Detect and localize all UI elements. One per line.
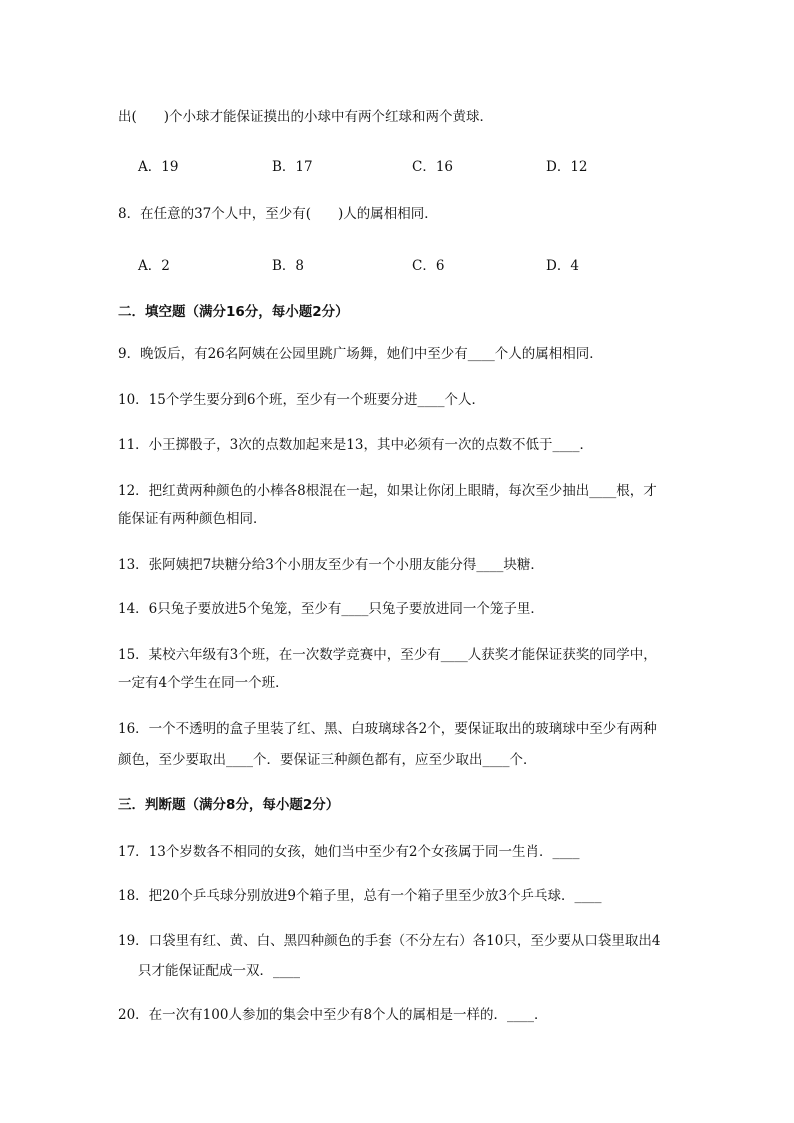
q8-option-b: B．8 [272, 258, 305, 274]
question-16-line-1: 16．一个不透明的盒子里装了红、黑、白玻璃球各2个，要保证取出的玻璃球中至少有两种 [118, 721, 657, 737]
question-19-line-2: 只才能保证配成一双．____ [138, 963, 300, 979]
q8-option-d: D．4 [546, 258, 579, 274]
q7-option-a: A．19 [138, 159, 179, 175]
q7-option-d: D．12 [546, 159, 588, 175]
question-17: 17．13个岁数各不相同的女孩，她们当中至少有2个女孩属于同一生肖．____ [118, 844, 580, 860]
question-14: 14．6只兔子要放进5个兔笼，至少有____只兔子要放进同一个笼子里． [118, 601, 544, 617]
q7-continued: 出( )个小球才能保证摸出的小球中有两个红球和两个黄球． [118, 109, 494, 125]
question-12-line-1: 12．把红黄两种颜色的小棒各8根混在一起，如果让你闭上眼睛，每次至少抽出____根，才 [118, 483, 657, 499]
section-3-heading: 三．判断题（满分8分，每小题2分） [118, 797, 340, 813]
q7-option-b: B．17 [272, 159, 313, 175]
question-18: 18．把20个乒乓球分别放进9个箱子里，总有一个箱子里至少放3个乒乓球．____ [118, 888, 602, 904]
section-2-heading: 二．填空题（满分16分，每小题2分） [118, 304, 349, 320]
question-9: 9．晚饭后，有26名阿姨在公园里跳广场舞，她们中至少有____个人的属相相同． [118, 346, 603, 362]
q8-option-c: C．6 [412, 258, 445, 274]
question-10: 10．15个学生要分到6个班，至少有一个班要分进____个人． [118, 392, 485, 408]
question-15-line-2: 一定有4个学生在同一个班． [118, 675, 289, 691]
question-11: 11．小王掷骰子，3次的点数加起来是13，其中必须有一次的点数不低于____． [118, 437, 593, 453]
question-12-line-2: 能保证有两种颜色相同． [118, 511, 267, 527]
q8-option-a: A．2 [138, 258, 170, 274]
question-8: 8．在任意的37个人中，至少有( )人的属相相同． [118, 206, 438, 222]
question-19-line-1: 19．口袋里有红、黄、白、黑四种颜色的手套（不分左右）各10只，至少要从口袋里取出4 [118, 933, 661, 949]
question-16-line-2: 颜色，至少要取出____个．要保证三种颜色都有，应至少取出____个． [118, 752, 537, 768]
question-15-line-1: 15．某校六年级有3个班，在一次数学竞赛中，至少有____人获奖才能保证获奖的同学中， [118, 647, 657, 663]
question-20: 20．在一次有100人参加的集会中至少有8个人的属相是一样的．____． [118, 1007, 548, 1023]
q7-option-c: C．16 [412, 159, 454, 175]
question-13: 13．张阿姨把7块糖分给3个小朋友至少有一个小朋友能分得____块糖． [118, 557, 544, 573]
